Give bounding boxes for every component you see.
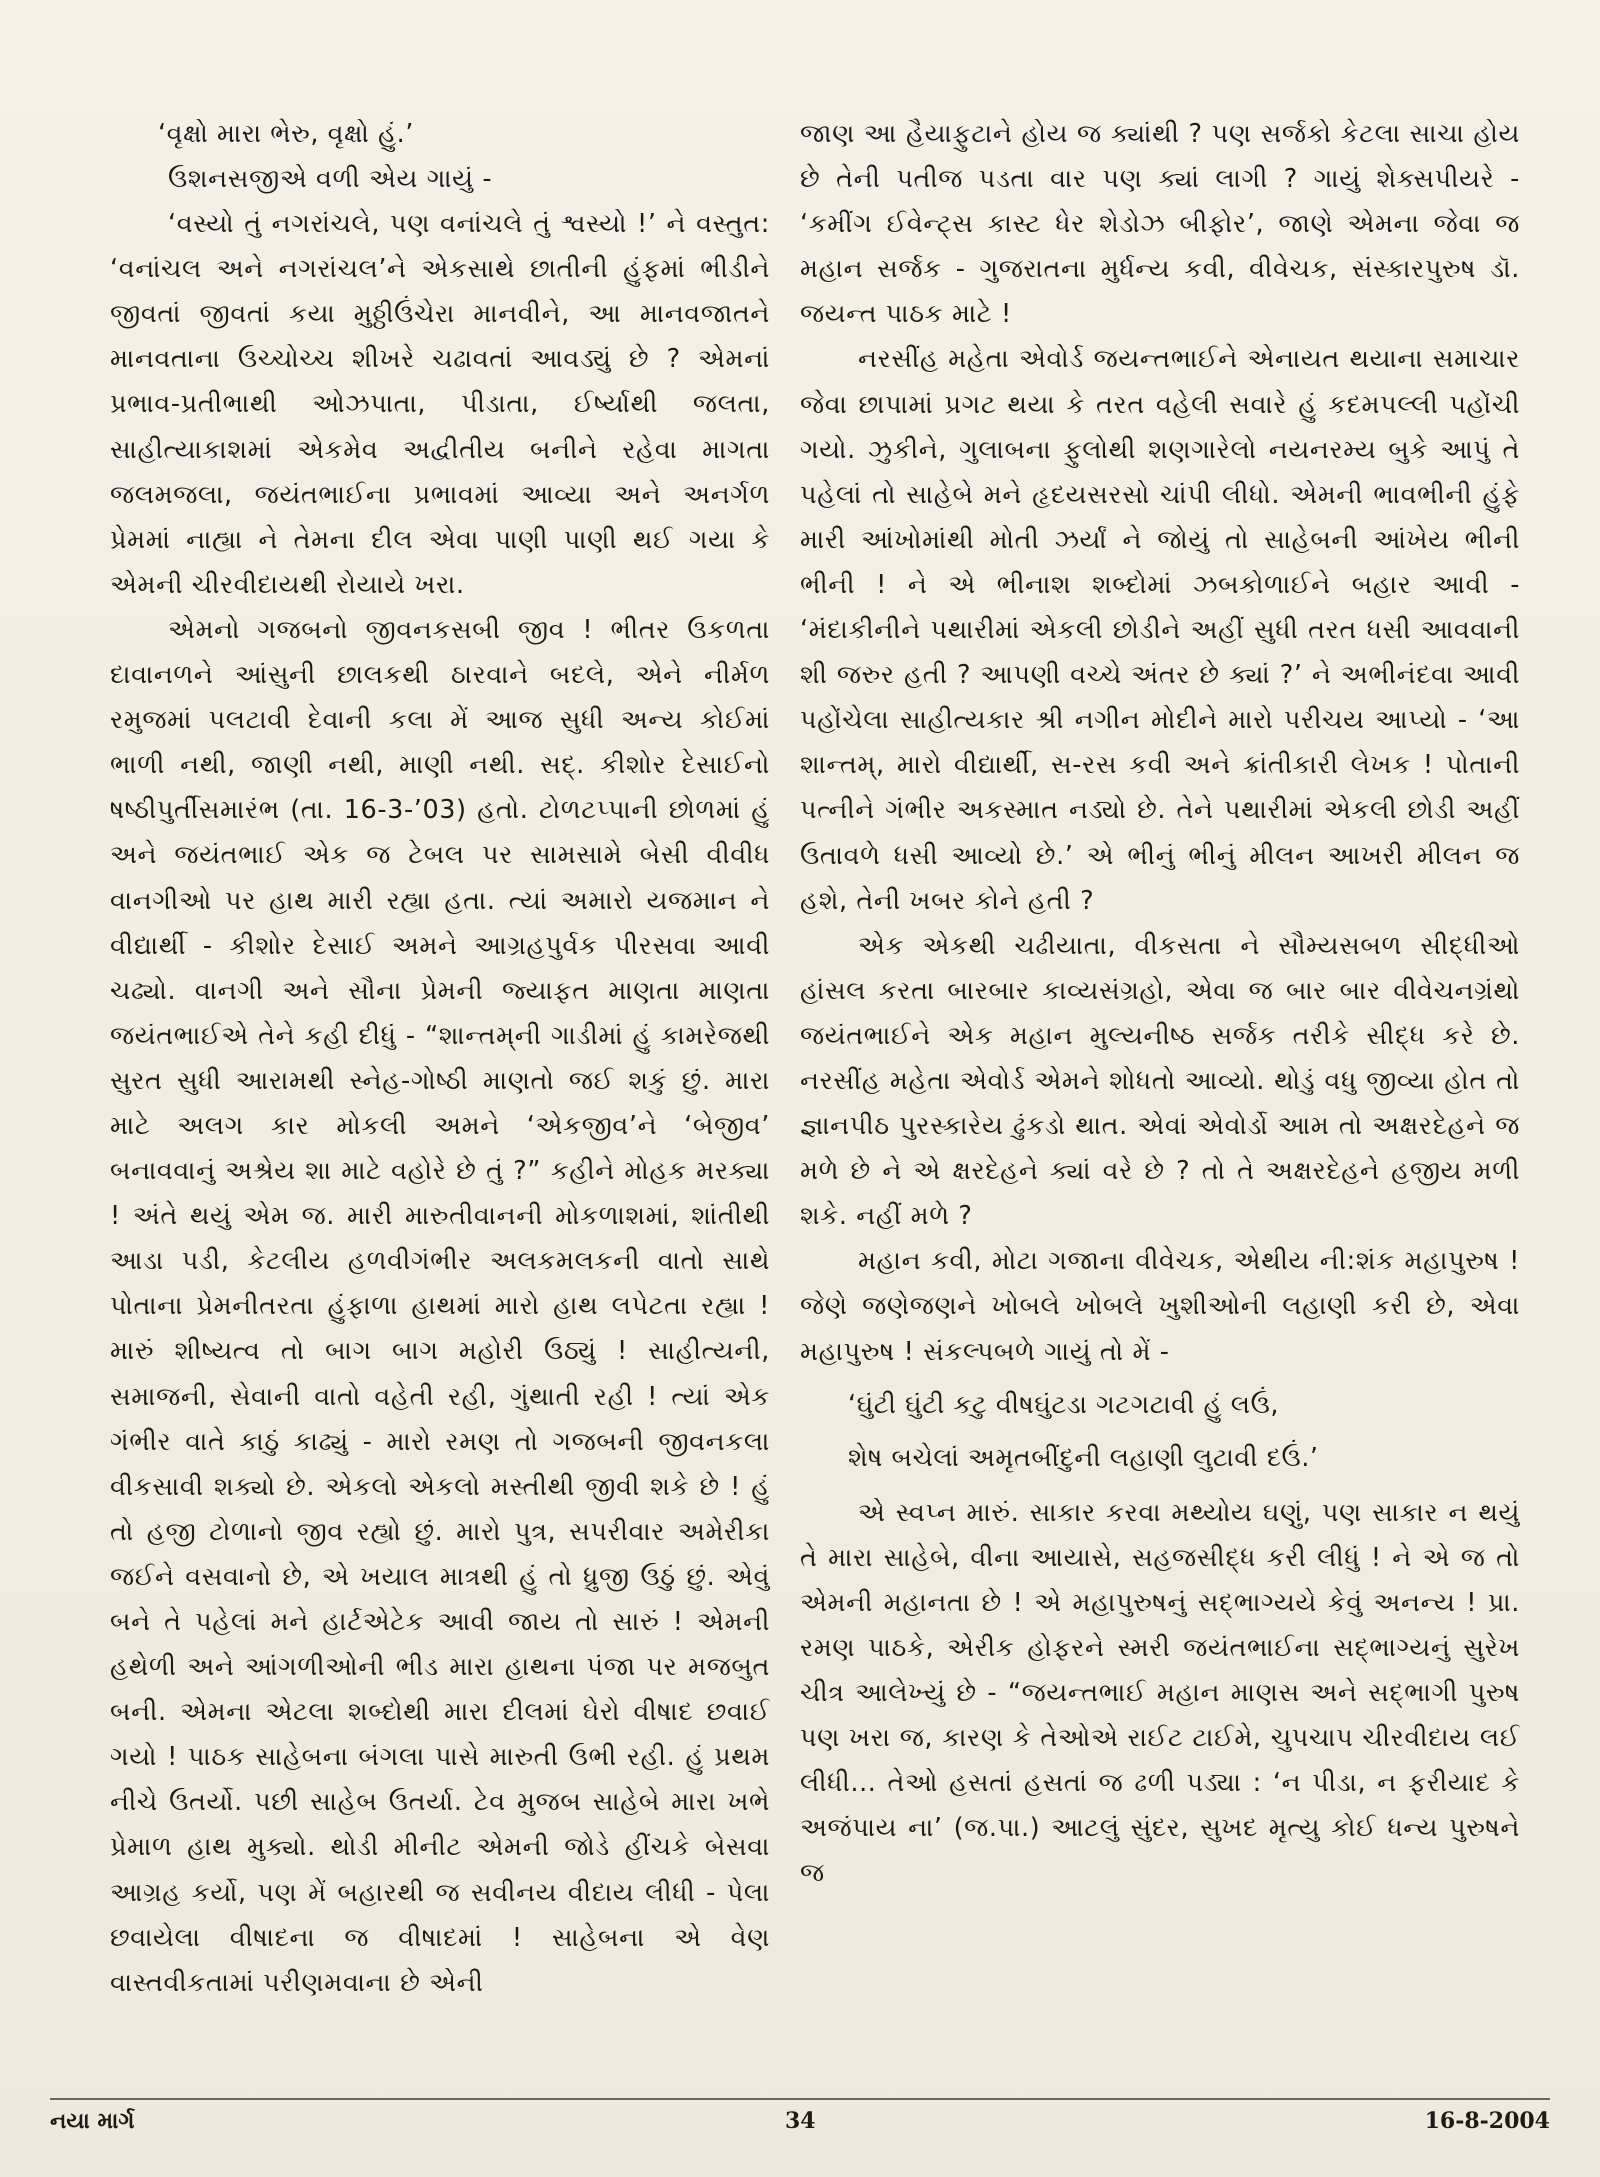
page-footer [50, 2098, 1550, 2140]
paragraph: મહાન કવી, મોટા ગજાના વીવેચક, એથીય ની:શંક મહાપુરુષ ! જેણે જણેજણને ખોબલે ખોબલે ખુશીઓની લહાણી કરી છે, એવા મહાપુરુષ ! સંકલ્પબળે ગાયું તો મેં - [800, 1246, 1520, 1367]
tree-quote: ‘વૃક્ષો મારા ભેરુ, વૃક્ષો હું.’ [158, 119, 414, 149]
right-column [800, 112, 1520, 1896]
paragraph: એ સ્વપ્ન મારું. સાકાર કરવા મથ્યોય ઘણું, પણ સાકાર ન થયું તે મારા સાહેબે, વીના આયાસે, સહજસીદ્ધ કરી લીધું ! ને એ જ તો એમની મહાનતા છે ! એ મહાપુરુષનું સદ્ભાગ્યયે કેવું અનન્ય ! પ્રા. રમણ પાઠકે, એરીક હોફરને સ્મરી જયંતભાઈના સદ્ભાગ્યનું સુરેખ ચીત્ર આલેખ્યું છે - “જયન્તભાઈ મહાન માણસ અને સદ્ભાગી પુરુષ પણ ખરા જ, કારણ કે તેઓએ રાઈટ ટાઈમે, ચુપચાપ ચીરવીદાય લઈ લીધી... તેઓ હસતાં હસતાં જ ઢળી પડ્યા : ‘ન પીડા, ન ફરીયાદ કે અજંપાય ના’ (જ.પા.) આટલું સુંદર, સુખદ મૃત્યુ કોઈ ધન્ય પુરુષને જ [800, 1497, 1520, 1889]
paragraph: નરસીંહ મહેતા એવોર્ડ જયન્તભાઈને એનાયત થયાના સમાચાર જેવા છાપામાં પ્રગટ થયા કે તરત વહેલી સવારે હું કદમપલ્લી પહોંચી ગયો. ઝુકીને, ગુલાબના ફુલોથી શણગારેલો નયનરમ્ય બુકે આપું તે પહેલાં તો સાહેબે મને હૃદયસરસો ચાંપી લીધો. એમની ભાવભીની હુંફે મારી આંખોમાંથી મોતી ઝર્યાં ને જોયું તો સાહેબની આંખેય ભીની ભીની ! ને એ ભીનાશ શબ્દોમાં ઝબકોળાઈને બહાર આવી - ‘મંદાકીનીને પથારીમાં એકલી છોડીને અહીં સુધી તરત ધસી આવવાની શી જરુર હતી ? આપણી વચ્ચે અંતર છે ક્યાં ?’ ને અભીનંદવા આવી પહોંચેલા સાહીત્યકાર શ્રી નગીન મોદીને મારો પરીચય આપ્યો - ‘આ શાન્તમ્, મારો વીદ્યાર્થી, સ-રસ કવી અને ક્રાંતીકારી લેખક ! પોતાની પત્નીને ગંભીર અકસ્માત નડ્યો છે. તેને પથારીમાં એકલી છોડી અહીં ઉતાવળે ધસી આવ્યો છે.’ એ ભીનું ભીનું મીલન આખરી મીલન જ હશે, તેની ખબર કોને હતી ? [800, 344, 1520, 916]
paragraph-continued: જાણ આ હૈયાફુટાને હોય જ ક્યાંથી ? પણ સર્જકો કેટલા સાચા હોય છે તેની પતીજ પડતા વાર પણ ક્યાં લાગી ? ગાયું શેક્સપીયરે - ‘કમીંગ ઈવેન્ટ્સ કાસ્ટ ધેર શેડોઝ બીફોર’, જાણે એમના જેવા જ મહાન સર્જક - ગુજરાતના મુર્ધન્ય કવી, વીવેચક, સંસ્કારપુરુષ ડૉ. જયન્ત પાઠક માટે ! [800, 119, 1520, 330]
left-column [110, 112, 770, 2006]
paragraph: એમનો ગજબનો જીવનકસબી જીવ ! ભીતર ઉકળતા દાવાનળને આંસુની છાલકથી ઠારવાને બદલે, એને નીર્મળ રમુજમાં પલટાવી દેવાની કલા મેં આજ સુધી અન્ય કોઈમાં ભાળી નથી, જાણી નથી, માણી નથી. સદ્. કીશોર દેસાઈનો ષષ્ઠીપુર્તીસમારંભ (તા. 16-3-’03) હતો. ટોળટપ્પાની છોળમાં હું અને જયંતભાઈ એક જ ટેબલ પર સામસામે બેસી વીવીધ વાનગીઓ પર હાથ મારી રહ્યા હતા. ત્યાં અમારો યજમાન ને વીદ્યાર્થી - કીશોર દેસાઈ અમને આગ્રહપુર્વક પીરસવા આવી ચઢ્યો. વાનગી અને સૌના પ્રેમની જ્યાફત માણતા માણતા જયંતભાઈએ તેને કહી દીધું - “શાન્તમ્‌ની ગાડીમાં હું કામરેજથી સુરત સુધી આરામથી સ્નેહ-ગોષ્ઠી માણતો જઈ શકું છું. મારા માટે અલગ કાર મોકલી અમને ‘એકજીવ’ને ‘બેજીવ’ બનાવવાનું અશ્રેય શા માટે વહોરે છે તું ?” કહીને મોહક મરક્યા ! અંતે થયું એમ જ. મારી મારુતીવાનની મોકળાશમાં, શાંતીથી આડા પડી, કેટલીય હળવીગંભીર અલકમલકની વાતો સાથે પોતાના પ્રેમનીતરતા હુંફાળા હાથમાં મારો હાથ લપેટતા રહ્યા ! મારું શીષ્યત્વ તો બાગ બાગ મહોરી ઉઠ્યું ! સાહીત્યની, સમાજની, સેવાની વાતો વહેતી રહી, ગુંથાતી રહી ! ત્યાં એક ગંભીર વાતે કાઠું કાઢ્યું - મારો રમણ તો ગજબની જીવનકલા વીકસાવી શક્યો છે. એકલો એકલો મસ્તીથી જીવી શકે છે ! હું તો હજી ટોળાનો જીવ રહ્યો છું. મારો પુત્ર, સપરીવાર અમેરીકા જઈને વસવાનો છે, એ ખયાલ માત્રથી હું તો ધ્રુજી ઉઠું છું. એવું બને તે પહેલાં મને હાર્ટએટેક આવી જાય તો સારું ! એમની હથેળી અને આંગળીઓની ભીડ મારા હાથના પંજા પર મજબુત બની. એમના એટલા શબ્દોથી મારા દીલમાં ઘેરો વીષાદ છવાઈ ગયો ! પાઠક સાહેબના બંગલા પાસે મારુતી ઉભી રહી. હું પ્રથમ નીચે ઉતર્યો. પછી સાહેબ ઉતર્યા. ટેવ મુજબ સાહેબે મારા ખભે પ્રેમાળ હાથ મુક્યો. થોડી મીનીટ એમની જોડે હીંચકે બેસવા આગ્રહ કર્યો, પણ મેં બહારથી જ સવીનય વીદાય લીધી - પેલા છવાયેલા વીષાદના જ વીષાદમાં ! સાહેબના એ વેણ વાસ્તવીકતામાં પરીણમવાના છે એની [110, 614, 770, 1998]
poem-line: ‘ઘુંટી ઘુંટી કટુ વીષઘુંટડા ગટગટાવી હું લઉં, [848, 1389, 1279, 1420]
quote-intro: ઉશનસજીએ વળી એય ગાયું - [168, 164, 493, 194]
publication-name: નયા માર્ગ [50, 2108, 135, 2134]
page-number: 34 [785, 2108, 816, 2134]
paragraph: એક એકથી ચઢીયાતા, વીકસતા ને સૌમ્યસબળ સીદ્ધીઓ હાંસલ કરતા બારબાર કાવ્યસંગ્રહો, એવા જ બાર બાર વીવેચનગ્રંથો જયંતભાઈને એક મહાન મુલ્યનીષ્ઠ સર્જક તરીકે સીદ્ધ કરે છે. નરસીંહ મહેતા એવોર્ડ એમને શોધતો આવ્યો. થોડું વધુ જીવ્યા હોત તો જ્ઞાનપીઠ પુરસ્કારેય ઢુંકડો થાત. એવાં એવોર્ડો આમ તો અક્ષરદેહને જ મળે છે ને એ ક્ષરદેહને ક્યાં વરે છે ? તો તે અક્ષરદેહને હજીય મળી શકે. નહીં મળે ? [800, 930, 1520, 1232]
paragraph: ‘વસ્યો તું નગરાંચલે, પણ વનાંચલે તું શ્વસ્યો !’ ને વસ્તુત: ‘વનાંચલ અને નગરાંચલ’ને એકસાથે છાતીની હુંફમાં ભીડીને જીવતાં જીવતાં કયા મુઠ્ઠીઉંચેરા માનવીને, આ માનવજાતને માનવતાના ઉચ્ચોચ્ચ શીખરે ચઢાવતાં આવડ્યું છે ? એમનાં પ્રભાવ-પ્રતીભાથી ઓઝપાતા, પીડાતા, ઈર્ષ્યાથી જલતા, સાહીત્યાકાશમાં એકમેવ અદ્વીતીય બનીને રહેવા માગતા જલમજલા, જયંતભાઈના પ્રભાવમાં આવ્યા અને અનર્ગળ પ્રેમમાં નાહ્યા ને તેમના દીલ એવા પાણી પાણી થઈ ગયા કે એમની ચીરવીદાયથી રોયાયે ખરા. [110, 209, 770, 600]
poem-line: શેષ બચેલાં અમૃતબીંદુની લહાણી લુટાવી દઉં.’ [848, 1442, 1319, 1473]
issue-date: 16-8-2004 [1424, 2108, 1550, 2134]
